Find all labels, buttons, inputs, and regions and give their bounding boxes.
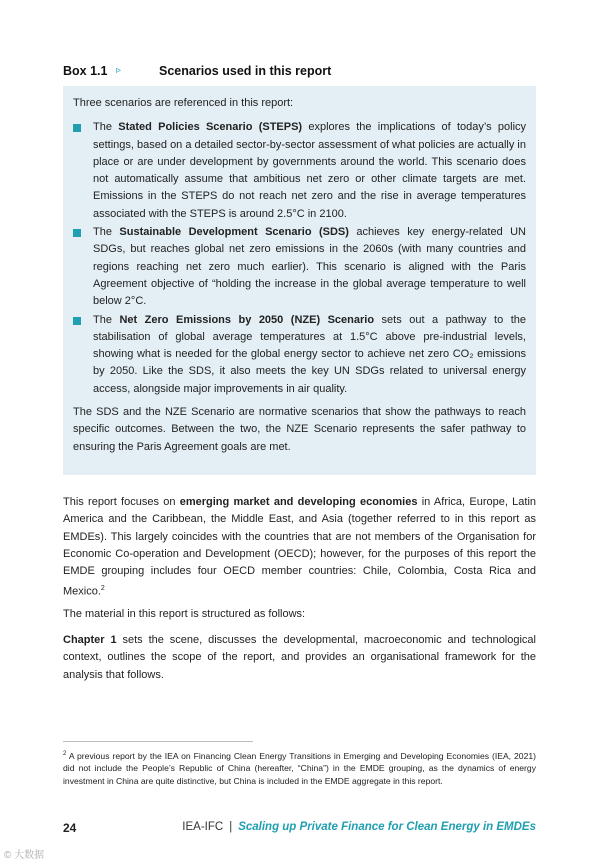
footer-report-title: Scaling up Private Finance for Clean Energy in EMDEs (238, 821, 536, 833)
box-label: Box 1.1 (63, 64, 108, 78)
bullet-text: The Net Zero Emissions by 2050 (NZE) Scenario sets out a pathway to the stabilisation of global average temperatures at 1.5°C above pre-industrial levels, showing what is needed for the global energy sector to achieve net zero CO₂ emissions by 2050. Like the SDS, it also meets the key UN SDGs related to universal energy access, alongside major improvements in air quality. (93, 313, 527, 395)
box-heading (63, 64, 538, 84)
scenario-name: Stated Policies Scenario (STEPS) (118, 121, 303, 134)
body-paragraph-3: Chapter 1 sets the scene, discusses the developmental, macroeconomic and technological context, outlines the scope of the report, and provides an organisational framework for the analysis that follows. (63, 634, 536, 681)
chapter-1-label: Chapter 1 (63, 634, 117, 646)
scenario-name: Net Zero Emissions by 2050 (NZE) Scenario (119, 313, 375, 326)
box-arrow-icon: ▹ (116, 65, 122, 76)
bullet-text: The Sustainable Development Scenario (SDS) achieves key energy-related UN SDGs, but reaches global net zero emissions in the 2060s (with many countries and regions reaching net zero much earlier). This scenario is aligned with the Paris Agreement objective of “holding the increase in the global average temperature to well below 2°C. (93, 226, 527, 308)
scenarios-box (63, 86, 536, 475)
emphasis-emde: emerging market and developing economies (179, 496, 418, 508)
box-intro: Three scenarios are referenced in this report: (73, 97, 294, 109)
box-title: Scenarios used in this report (159, 64, 332, 78)
footnote-divider (63, 741, 253, 742)
body-paragraph-2: The material in this report is structured as follows: (63, 608, 306, 620)
bullet-sds (73, 224, 526, 310)
footer-org: IEA-IFC (182, 821, 224, 833)
square-bullet-icon (73, 317, 81, 325)
box-closing: The SDS and the NZE Scenario are normative scenarios that show the pathways to reach specific outcomes. Between the two, the NZE Scenario represents the safer pathway to ensuring the Paris Agreement goals are met. (73, 406, 526, 453)
bullet-steps (73, 119, 526, 223)
footer-separator: | (229, 821, 233, 833)
body-paragraph-1: This report focuses on emerging market and developing economies in Africa, Europe, Latin America and the Caribbean, the Middle East, and Asia (together referred to in this report as EMDEs). This largely coincides with the countries that are not members of the Organisation for Economic Co-operation and Development (OECD); however, for the purposes of this report the EMDE grouping includes four OECD member countries: Chile, Colombia, Costa Rica and Mexico.$^2$ (63, 496, 537, 599)
watermark: © 大数据 (4, 850, 45, 861)
page-number: 24 (63, 821, 77, 835)
footnote-ref[interactable]: 2 (100, 585, 105, 593)
square-bullet-icon (73, 229, 81, 237)
footnote: $^2$ A previous report by the IEA on Financing Clean Energy Transitions in Emerging and Developing Economies (IEA, 2021) did not include the People’s Republic of China (hereafter, “China”) in the EMDE grouping, as the dynamics of energy investment in China are quite distinctive, but China is included in the EMDE aggregate in this report. (63, 750, 536, 787)
bullet-nze (73, 312, 526, 398)
running-footer (182, 821, 536, 833)
bullet-text: The Stated Policies Scenario (STEPS) explores the implications of today’s policy settings, based on a detailed sector-by-sector assessment of what policies are actually in place or are under development by governments around the world. This scenario does not automatically assume that ambitious net zero or other climate targets are met. Emissions in the STEPS do not reach net zero and the rise in average temperatures associated with the STEPS is around 2.5°C in 2100. (93, 121, 527, 220)
scenario-name: Sustainable Development Scenario (SDS) (119, 226, 349, 239)
square-bullet-icon (73, 124, 81, 132)
